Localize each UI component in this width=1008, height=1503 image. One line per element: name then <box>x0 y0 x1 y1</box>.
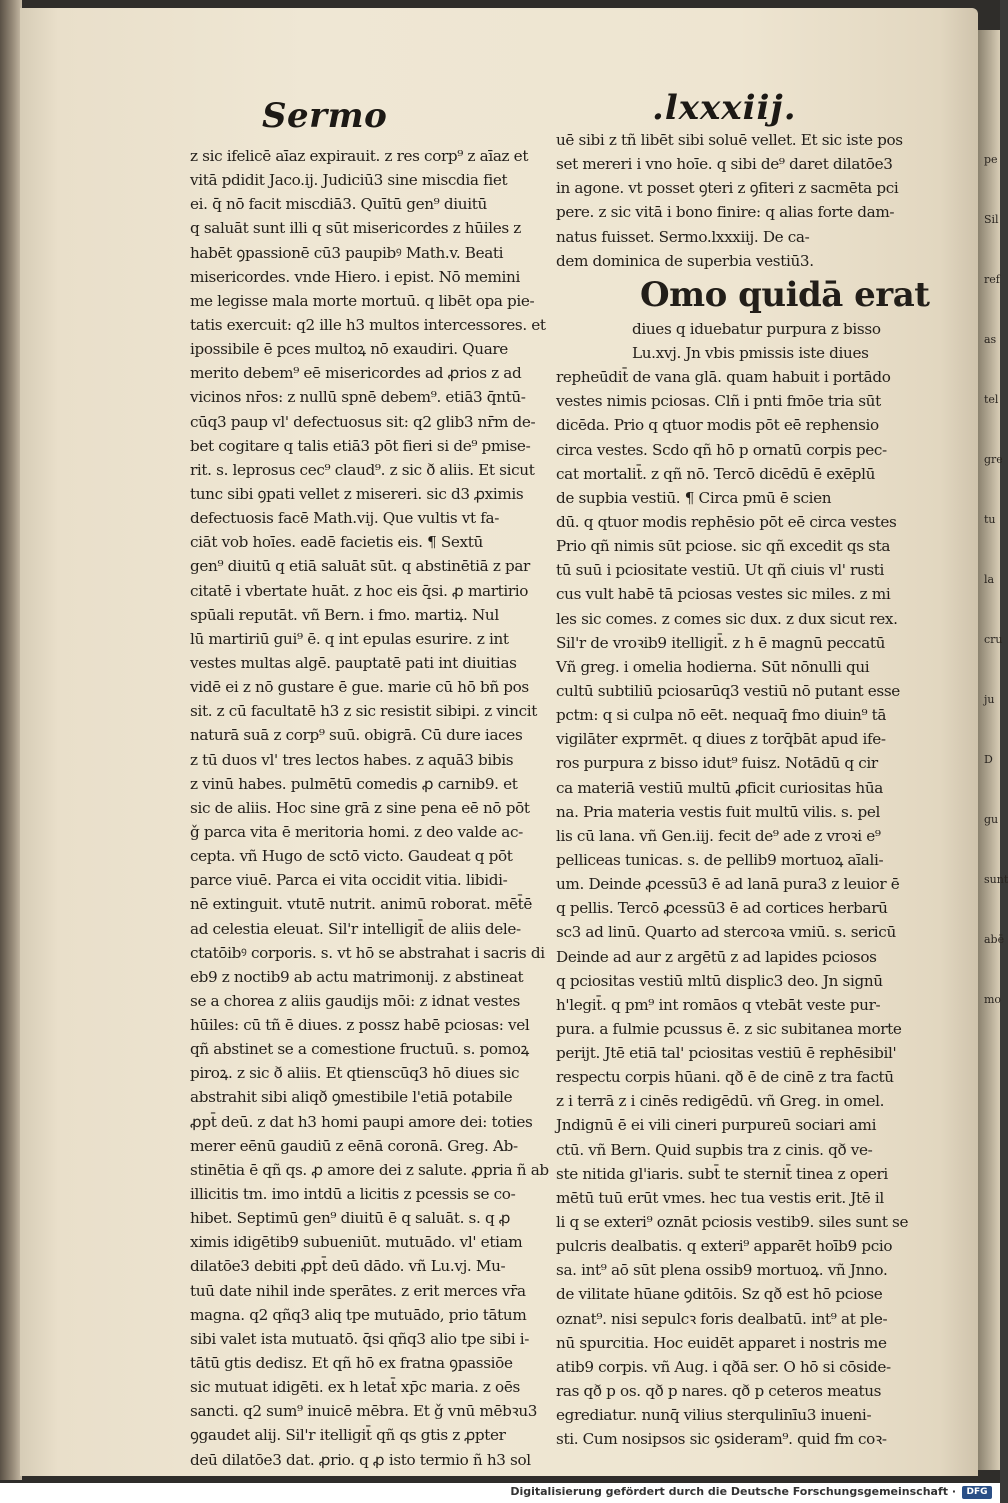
text-line: stinētia ē qñ qs. ꝓ amore dei z salute. ꝓpria ñ ab <box>190 1160 549 1179</box>
text-line: ximis idigētib9 subueniūt. mutuādo. vl' etiam <box>190 1233 523 1252</box>
text-line: ciāt vob hoīes. eadē facietis eis. ¶ Sextū <box>190 533 483 552</box>
text-line: rit. s. leprosus cec⁹ claud⁹. z sic ð aliis. Et sicut <box>190 460 535 479</box>
text-line: z i terrā z i cinēs redigēdū. vñ Greg. in omel. <box>556 1092 885 1111</box>
page-stack-edge <box>0 0 22 1480</box>
facing-page-fragment: mo <box>984 993 1002 1006</box>
text-line: ca materiā vestiū multū ꝓficit curiositas hūa <box>556 778 883 797</box>
text-line: hūiles: cū tñ ē diues. z possz habē pciosas: vel <box>190 1016 530 1035</box>
text-line: magna. q2 qñq3 aliq tpe mutuādo, prio tātum <box>190 1305 527 1324</box>
text-line: ꝓpt̄ deū. z dat h3 homi paupi amore dei: toties <box>190 1112 533 1131</box>
text-line: sa. int⁹ aō sūt plena ossib9 mortuoꝝ. vñ Jnno. <box>556 1261 888 1280</box>
text-line: ros purpura z bisso idut⁹ fuisz. Notādū q cir <box>556 754 878 773</box>
text-line: Lu.xvj. Jn vbis pmissis iste diues <box>632 343 869 362</box>
text-line: diues q iduebatur purpura z bisso <box>632 319 881 338</box>
text-line: cepta. vñ Hugo de sctō victo. Gaudeat q pōt <box>190 847 513 866</box>
text-line: q pciositas vestiū mltū displic3 deo. Jn signū <box>556 971 883 990</box>
text-line: habēt ꝯpassionē cū3 paupibꝰ Math.v. Beati <box>190 243 504 262</box>
text-line: set mereri i vno hoīe. q sibi de⁹ daret dilatōe3 <box>556 155 893 174</box>
text-line: vigilāter exprmēt. q diues z torq̄bāt apud ife- <box>556 730 886 749</box>
text-line: respectu corpis hūani. qð ē de cinē z tra factū <box>556 1068 894 1087</box>
facing-page-fragment: pe <box>984 153 998 166</box>
facing-page-fragment: as <box>984 333 997 346</box>
text-line: tatis exercuit: q2 ille h3 multos intercessores. et <box>190 315 546 334</box>
text-line: ste nitida gl'iaris. subt̄ te sternit̄ tinea z operi <box>556 1164 888 1183</box>
text-line: de supbia vestiū. ¶ Circa pmū ē scien <box>556 488 832 507</box>
text-line: me legisse mala morte mortuū. q libēt opa pie- <box>190 291 535 310</box>
text-line: vestes multas algē. pauptatē pati int diuitias <box>190 653 517 672</box>
text-line: se a chorea z aliis gaudijs mōi: z idnat vestes <box>190 991 520 1010</box>
text-line: ipossibile ē pces multoꝝ nō exaudiri. Quare <box>190 340 508 359</box>
text-line: sibi valet ista mutuatō. q̄si qñq3 alio tpe sibi i- <box>190 1329 529 1348</box>
text-line: dū. q qtuor modis rephēsio pōt eē circa vestes <box>556 512 897 531</box>
text-line: ras qð p os. qð p nares. qð p ceteros meatus <box>556 1382 882 1401</box>
text-line: merer eēnū gaudiū z eēnā coronā. Greg. Ab- <box>190 1136 518 1155</box>
text-line: dilatōe3 debiti ꝓpt̄ deū dādo. vñ Lu.vj. Mu- <box>190 1257 506 1276</box>
text-line: pere. z sic vitā i bono finire: q alias forte dam- <box>556 203 895 222</box>
text-line: ǧ parca vita ē meritoria homi. z deo valde ac- <box>190 822 523 841</box>
text-line: q pellis. Tercō ꝓcessū3 ē ad cortices herbarū <box>556 899 888 918</box>
facing-page-fragment: D <box>984 753 993 766</box>
text-line: misericordes. vnde Hiero. i epist. Nō memini <box>190 267 520 286</box>
funding-credit: Digitalisierung gefördert durch die Deutsche Forschungsgemeinschaft · <box>510 1485 956 1498</box>
text-line: sic mutuat idigēti. ex h letat̄ xp̄c maria. z oēs <box>190 1378 520 1397</box>
right-text-column <box>556 128 930 1451</box>
text-line: sc3 ad linū. Quarto ad stercoꝛa vmiū. s. sericū <box>556 923 896 942</box>
facing-page-fragment: cru <box>984 633 1003 646</box>
text-line: vidē ei z nō gustare ē gue. marie cū hō bñ pos <box>190 678 529 697</box>
facing-page-fragment: sunt <box>984 873 1008 886</box>
facing-page-fragment: tu <box>984 513 996 526</box>
text-line: ꝯgaudet alij. Sil'r itelligit̄ qñ qs gtis z ꝓpter <box>190 1426 506 1445</box>
text-line: ctū. vñ Bern. Quid supbis tra z cinis. qð ve- <box>556 1140 873 1159</box>
text-line: illicitis tm. imo intdū a licitis z pcessis se co- <box>190 1185 516 1204</box>
text-line: defectuosis facē Math.vij. Que vultis vt fa- <box>190 509 500 528</box>
text-line: de vilitate hūane ꝯditōis. Sz qð est hō pciose <box>556 1285 883 1304</box>
text-line: sic de aliis. Hoc sine grā z sine pena eē nō pōt <box>190 798 530 817</box>
left-text-column <box>190 144 549 1472</box>
text-line: qñ abstinet se a comestione fructuū. s. pomoꝝ <box>190 1040 529 1059</box>
text-line: oznat⁹. nisi sepulcꝛ foris dealbatū. int⁹ at ple- <box>556 1309 888 1328</box>
facing-page-edge <box>978 30 1008 1470</box>
text-line: Sil'r de vroꝛib9 itelligit̄. z h ē magnū peccatū <box>556 633 886 652</box>
text-line: abstrahit sibi aliqð ꝯmestibile l'etiā potabile <box>190 1088 513 1107</box>
text-line: hibet. Septimū gen⁹ diuitū ē q saluāt. s. q ꝓ <box>190 1209 511 1228</box>
text-line: bet cogitare q talis etiā3 pōt fieri si de⁹ pmise- <box>190 436 531 455</box>
text-line: cus vult habē tā pciosas vestes sic miles. z mi <box>556 585 891 604</box>
text-line: sancti. q2 sum⁹ inuicē mēbra. Et ǧ vnū mēbꝛu3 <box>190 1402 538 1421</box>
text-line: vitā pdidit Jaco.ij. Judiciū3 sine miscdia fiet <box>190 171 508 190</box>
text-line: gen⁹ diuitū q etiā saluāt sūt. q abstinētiā z par <box>190 557 530 576</box>
text-line: z tū duos vl' tres lectos habes. z aquā3 bibis <box>190 750 514 769</box>
text-line: les sic comes. z comes sic dux. z dux sicut rex. <box>556 609 898 628</box>
text-line: q saluāt sunt illi q sūt misericordes z hūiles z <box>190 219 521 238</box>
text-line: eb9 z noctib9 ab actu matrimonij. z abstineat <box>190 967 524 986</box>
text-line: naturā suā z corp⁹ suū. obigrā. Cū dure iaces <box>190 726 523 745</box>
dfg-logo: DFG <box>962 1486 992 1499</box>
text-line: z vinū habes. pulmētū comedis ꝓ carnib9. et <box>190 774 518 793</box>
text-line: uē sibi z tñ libēt sibi soluē vellet. Et sic iste pos <box>556 131 903 149</box>
text-line: ad celestia eleuat. Sil'r intelligit̄ de aliis dele- <box>190 919 521 938</box>
text-line: dem dominica de superbia vestiū3. <box>556 251 814 270</box>
text-line: ei. q̄ nō facit miscdiā3. Quītū gen⁹ diuitū <box>190 195 487 214</box>
text-line: z sic ifelicē aīaz expirauit. z res corp⁹ z aīaz et <box>190 147 529 165</box>
text-line: Deinde ad aur z argētū z ad lapides pciosos <box>556 947 877 966</box>
text-line: cūq3 paup vl' defectuosus sit: q2 glib3 nr̄m de- <box>190 412 536 431</box>
text-line: Omo quidā erat <box>640 274 930 315</box>
text-line: repheūdit̄ de vana glā. quam habuit i portādo <box>556 368 891 387</box>
text-line: nē extinguit. vtutē nutrit. animū roborat. mēt̄ē <box>190 895 533 914</box>
text-line: cat mortalit̄. z qñ nō. Tercō dicēdū ē exēplū <box>556 464 876 483</box>
text-line: vicinos nr̄os: z nullū spnē debem⁹. etiā3 q̄ntū- <box>190 388 526 407</box>
text-line: piroꝝ. z sic ð aliis. Et qtienscūq3 hō diues sic <box>190 1064 520 1083</box>
text-line: merito debem⁹ eē misericordes ad ꝓrios z ad <box>190 364 522 383</box>
text-line: nū spurcitia. Hoc euidēt apparet i nostris me <box>556 1333 887 1352</box>
text-line: um. Deinde ꝓcessū3 ē ad lanā pura3 z leuior ē <box>556 875 900 894</box>
text-line: Vñ greg. i omelia hodierna. Sūt nōnulli qui <box>556 657 870 676</box>
folio-number: .lxxxiij. <box>652 88 797 128</box>
text-line: spūali reputāt. vñ Bern. i fmo. martiꝝ. Nul <box>190 605 499 624</box>
text-line: tunc sibi ꝯpati vellet z misereri. sic d3 ꝓximis <box>190 484 524 503</box>
text-line: perijt. Jtē etiā tal' pciositas vestiū ē rephēsibil' <box>556 1044 897 1063</box>
text-line: sit. z cū facultatē h3 z sic resistit sibipi. z vincit <box>190 702 538 721</box>
text-line: pura. a fulmie pcussus ē. z sic subitanea morte <box>556 1019 902 1038</box>
text-line: h'legit̄. q pm⁹ int romāos q vtebāt veste pur- <box>556 995 881 1014</box>
text-line: parce viuē. Parca ei vita occidit vitia. libidi- <box>190 871 508 890</box>
facing-page-fragment: tel <box>984 393 999 406</box>
text-line: dicēda. Prio q qtuor modis pōt eē rephensio <box>556 416 879 435</box>
text-line: egrediatur. nunq̄ vilius sterqulinīu3 inueni- <box>556 1406 872 1425</box>
text-line: li q se exteri⁹ oznāt pciosis vestib9. siles sunt se <box>556 1213 909 1232</box>
text-line: sti. Cum nosipsos sic ꝯsideram⁹. quid fm coꝛ- <box>556 1430 887 1449</box>
text-line: pctm: q si culpa nō eēt. nequaq̄ fmo diuin⁹ tā <box>556 706 887 725</box>
text-line: circa vestes. Scdo qñ hō p ornatū corpis pec- <box>556 440 887 459</box>
facing-page-fragment: gre <box>984 453 1003 466</box>
text-line: Prio qñ nimis sūt pciose. sic qñ excedit qs sta <box>556 537 891 556</box>
text-line: pulcris dealbatis. q exteri⁹ apparēt hoīb9 pcio <box>556 1237 893 1256</box>
text-line: tuū date nihil inde sperātes. z erit merces vr̄a <box>190 1281 526 1300</box>
text-line: cultū subtiliū pciosarūq3 vestiū nō putant esse <box>556 681 900 700</box>
facing-page-fragment: abē <box>984 933 1005 946</box>
text-line: tātū gtis dedisz. Et qñ hō ex fratna ꝯpassiōe <box>190 1354 513 1373</box>
text-line: pelliceas tunicas. s. de pellib9 mortuoꝝ aīali- <box>556 850 884 869</box>
text-line: atib9 corpis. vñ Aug. i qðā ser. O hō si cōside- <box>556 1357 891 1376</box>
text-line: deū dilatōe3 dat. ꝓrio. q ꝓ isto termio ñ h3 sol <box>190 1450 531 1469</box>
facing-page-fragment: la <box>984 573 995 586</box>
text-line: tū suū i pciositate vestiū. Ut qñ ciuis vl' rusti <box>556 561 885 580</box>
text-line: natus fuisset. Sermo.lxxxiij. De ca- <box>556 227 810 246</box>
text-line: lis cū lana. vñ Gen.iij. fecit de⁹ ade z vroꝛi e⁹ <box>556 826 881 845</box>
text-line: Jndignū ē ei vili cineri purpureū sociari ami <box>556 1116 877 1135</box>
facing-page-fragment: gu <box>984 813 999 826</box>
text-line: citatē i vbertate huāt. z hoc eis q̄si. ꝓ martirio <box>190 581 529 600</box>
facing-page-fragment: Sil <box>984 213 999 226</box>
text-line: mētū tuū erūt vmes. hec tua vestis erit. Jtē il <box>556 1188 884 1207</box>
text-line: na. Pria materia vestis fuit multū vilis. s. pel <box>556 802 880 821</box>
text-line: lū martiriū gui⁹ ē. q int epulas esurire. z int <box>190 629 509 648</box>
text-line: ctatōibꝰ corporis. s. vt hō se abstrahat i sacris di <box>190 943 545 962</box>
text-line: in agone. vt posset ꝯteri z ꝯfiteri z sacmēta pci <box>556 179 899 198</box>
facing-page-fragment: ref <box>984 273 1000 286</box>
running-head-title: Sermo <box>262 96 388 136</box>
facing-page-fragment: ju <box>984 693 995 706</box>
text-line: vestes nimis pciosas. Clñ i pnti fmōe tria sūt <box>556 392 881 411</box>
